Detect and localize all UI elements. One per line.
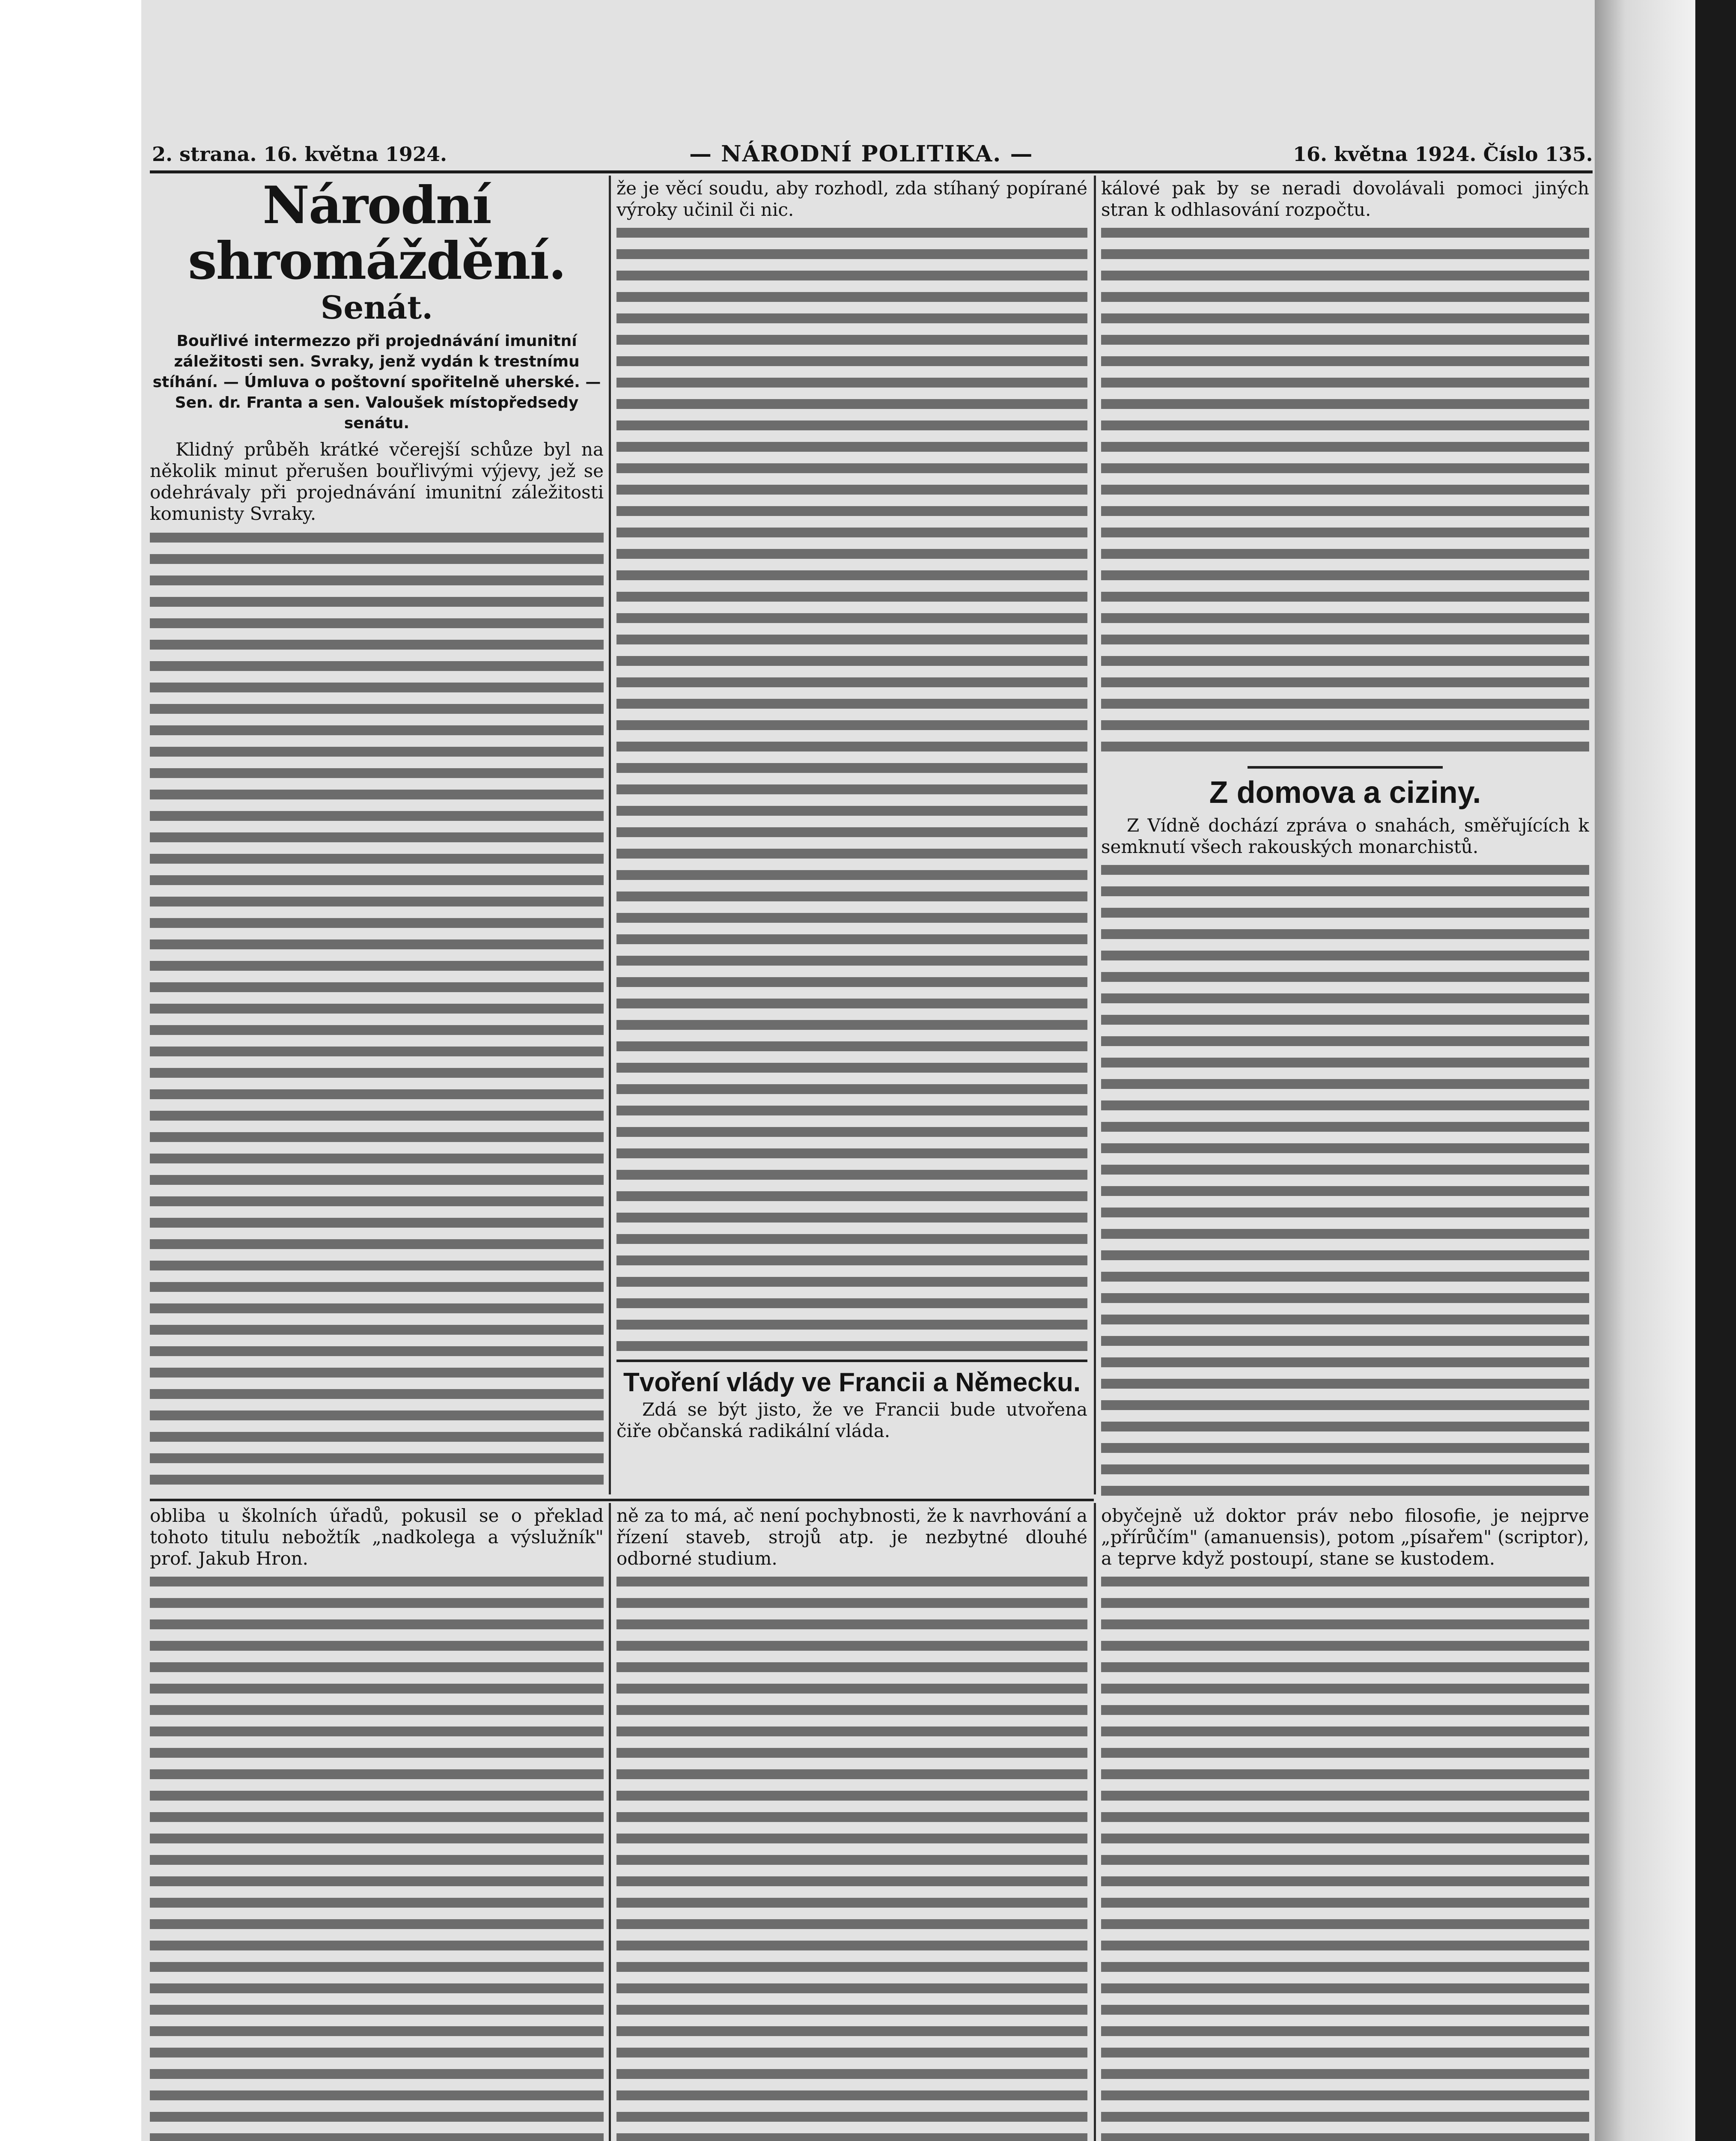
page-binding-shadow <box>1595 0 1697 2141</box>
column-divider-2 <box>1094 176 1096 1494</box>
feuilleton-paragraph: obyčejně už doktor práv nebo filosofie, je nejprve „přírůčím" (amanuensis), potom „písařem" (scriptor), a teprve když postoupí, stane se kustodem. <box>1101 1505 1589 1569</box>
lower-column-2 <box>616 1505 1087 2141</box>
lead-paragraph: Klidný průběh krátké včerejší schůze byl na několik minut přerušen bouřlivými výjevy, jež se odehrávaly při projednávání imunitní záležitosti komunisty Svraky. <box>150 439 604 524</box>
feuilleton-text <box>1101 1571 1589 2141</box>
article-text <box>1101 859 1589 1497</box>
masthead: — NÁRODNÍ POLITIKA. — <box>689 141 1033 167</box>
article-rule <box>1248 766 1443 769</box>
feuilleton-text <box>616 1571 1087 2141</box>
column-3 <box>1101 178 1589 1497</box>
column-1 <box>150 178 604 1497</box>
paragraph-continued: kálové pak by se neradi dovolávali pomoci jiných stran k odhlasování rozpočtu. <box>1101 178 1589 220</box>
article-lead: Z Vídně dochází zpráva o snahách, směřujících k semknutí všech rakouských monarchistů. <box>1101 815 1589 857</box>
article-text <box>1101 222 1589 757</box>
article-text <box>616 222 1087 1357</box>
article-rule <box>616 1360 1087 1362</box>
column-2 <box>616 178 1087 1497</box>
article-title: Národní shromáždění. <box>188 178 566 291</box>
feuilleton-text <box>150 1571 604 2141</box>
article-subtitle: Senát. <box>320 289 433 326</box>
scan-edge <box>1695 0 1736 2141</box>
article-text <box>150 527 604 1495</box>
header-rule <box>150 170 1593 173</box>
article-heading: Z domova a ciziny. <box>1209 775 1481 810</box>
lower-divider-1 <box>609 1503 611 2141</box>
paragraph-continued: že je věcí soudu, aby rozhodl, zda stíhaný popírané výroky učinil či nic. <box>616 178 1087 220</box>
feuilleton-paragraph: ně za to má, ač není pochybnosti, že k navrhování a řízení staveb, strojů atp. je nezbytné dlouhé odborné studium. <box>616 1505 1087 1569</box>
lower-column-3 <box>1101 1505 1589 2141</box>
issue-date-number: 16. května 1924. Číslo 135. <box>1293 143 1593 166</box>
lower-column-1 <box>150 1505 604 2141</box>
lower-divider-2 <box>1094 1503 1096 2141</box>
section-divider <box>150 1499 1094 1501</box>
column-divider-1 <box>609 176 611 1494</box>
page-number-date: 2. strana. 16. května 1924. <box>152 143 447 166</box>
article-deck: Bouřlivé intermezzo při projednávání imunitní záležitosti sen. Svraky, jenž vydán k trestnímu stíhání. — Úmluva o poštovní spořitelně uherské. — Sen. dr. Franta a sen. Valoušek místopředsedy senátu. <box>152 332 601 432</box>
article-heading: Tvoření vlády ve Francii a Německu. <box>623 1368 1081 1397</box>
article-lead: Zdá se být jisto, že ve Francii bude utvořena čiře občanská radikální vláda. <box>616 1399 1087 1441</box>
feuilleton-paragraph: obliba u školních úřadů, pokusil se o překlad tohoto titulu nebožtík „nadkolega a výslužník" prof. Jakub Hron. <box>150 1505 604 1569</box>
